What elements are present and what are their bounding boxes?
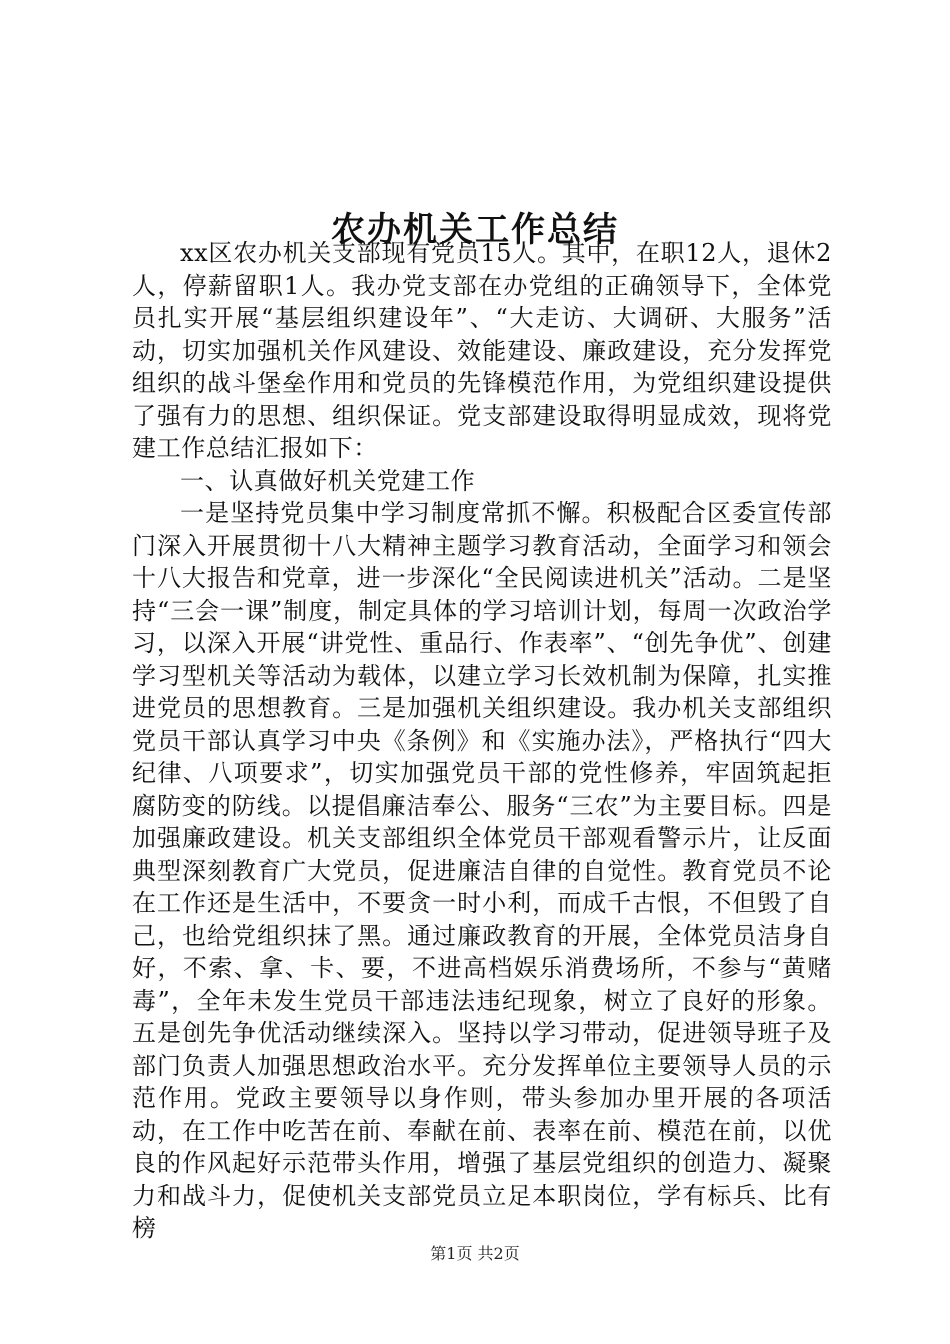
page-number-footer: 第1页 共2页	[430, 1244, 520, 1263]
document-body	[132, 237, 832, 1245]
paragraph-section-1: 一是坚持党员集中学习制度常抓不懈。积极配合区委宣传部门深入开展贯彻十八大精神主题学习教育活动，全面学习和领会十八大报告和党章，进一步深化“全民阅读进机关”活动。二是坚持“三会一课”制度，制定具体的学习培训计划，每周一次政治学习，以深入开展“讲党性、重品行、作表率”、“创先争优”、创建学习型机关等活动为载体，以建立学习长效机制为保障，扎实推进党员的思想教育。三是加强机关组织建设。我办机关支部组织党员干部认真学习中央《条例》和《实施办法》，严格执行“四大纪律、八项要求”，切实加强党员干部的党性修养，牢固筑起拒腐防变的防线。以提倡廉洁奉公、服务“三农”为主要目标。四是加强廉政建设。机关支部组织全体党员干部观看警示片，让反面典型深刻教育广大党员，促进廉洁自律的自觉性。教育党员不论在工作还是生活中，不要贪一时小利，而成千古恨，不但毁了自己，也给党组织抹了黑。通过廉政教育的开展，全体党员洁身自好，不索、拿、卡、要，不进高档娱乐消费场所，不参与“黄赌毒”，全年未发生党员干部违法违纪现象，树立了良好的形象。五是创先争优活动继续深入。坚持以学习带动，促进领导班子及部门负责人加强思想政治水平。充分发挥单位主要领导人员的示范作用。党政主要领导以身作则，带头参加办里开展的各项活动，在工作中吃苦在前、奉献在前、表率在前、模范在前，以优良的作风起好示范带头作用，增强了基层党组织的创造力、凝聚力和战斗力，促使机关支部党员立足本职岗位，学有标兵、比有榜	[132, 499, 832, 1242]
paragraph-intro: xx区农办机关支部现有党员15人。其中，在职12人，退休2人，停薪留职1人。我办党支部在办党组的正确领导下，全体党员扎实开展“基层组织建设年”、“大走访、大调研、大服务”活动，切实加强机关作风建设、效能建设、廉政建设，充分发挥党组织的战斗堡垒作用和党员的先锋模范作用，为党组织建设提供了强有力的思想、组织保证。党支部建设取得明显成效，现将党建工作总结汇报如下：	[132, 239, 832, 462]
document-title: 农办机关工作总结	[331, 209, 619, 250]
section-heading: 一、认真做好机关党建工作	[180, 466, 476, 495]
